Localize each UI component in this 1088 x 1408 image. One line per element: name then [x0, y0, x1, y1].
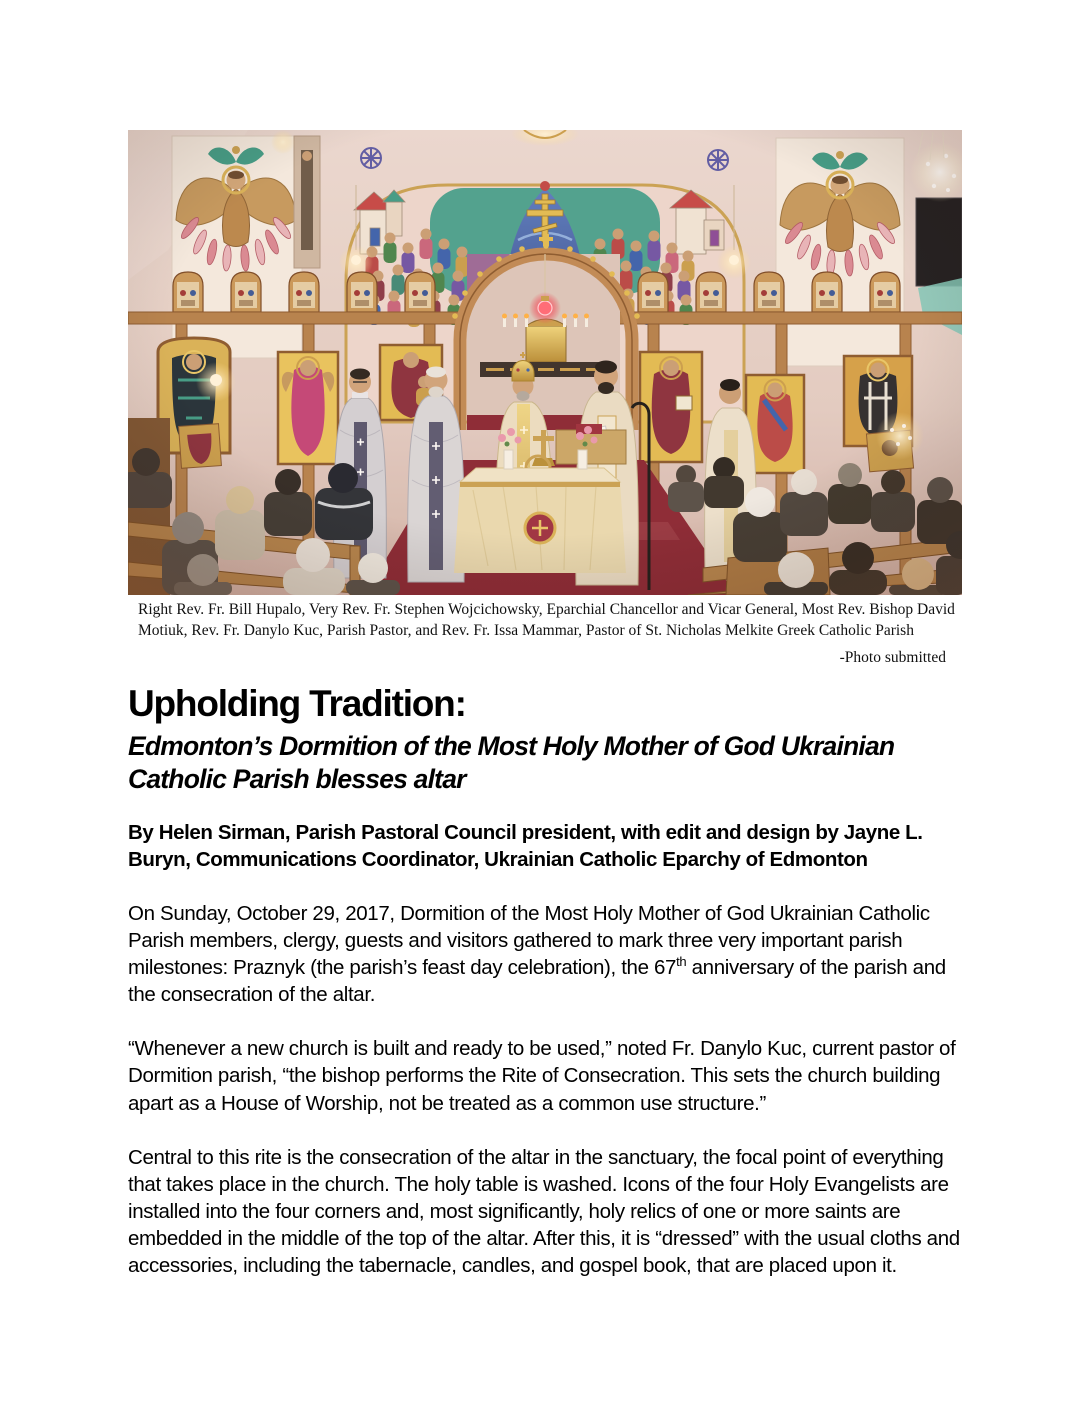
- article-title: Upholding Tradition:: [128, 682, 466, 724]
- paragraph-1-text: On Sunday, October 29, 2017, Dormition of the Most Holy Mother of God Ukrainian Catholic Parish members, clergy, guests and visitors gathered to mark three very important parish milestones: Praznyk (the parish’s feast day celebration), the 67: [128, 902, 930, 980]
- article-subtitle: Edmonton’s Dormition of the Most Holy Mother of God Ukrainian Catholic Parish blesses altar: [128, 730, 895, 794]
- photo-credit: -Photo submitted: [839, 648, 946, 666]
- paragraph-1-text-end: anniversary of the parish and the consecration of the altar.: [128, 956, 946, 1007]
- article-byline: By Helen Sirman, Parish Pastoral Council president, with edit and design by Jayne L. Buryn, Communications Coordinator, Ukrainian Catholic Eparchy of Edmonton: [128, 820, 923, 871]
- ordinal-superscript: th: [676, 954, 687, 970]
- photo-caption: Right Rev. Fr. Bill Hupalo, Very Rev. Fr. Stephen Wojcichowsky, Eparchial Chancellor and Vicar General, Most Rev. Bishop David Motiuk, Rev. Fr. Danylo Kuc, Parish Pastor, and Rev. Fr. Issa Mammar, Pastor of St. Nicholas Melkite Greek Catholic Parish: [138, 601, 955, 639]
- paragraph-2: “Whenever a new church is built and ready to be used,” noted Fr. Danylo Kuc, current pastor of Dormition parish, “the bishop performs the Rite of Consecration. This sets the church building apart as a House of Worship, not be treated as a common use structure.”: [128, 1037, 956, 1115]
- paragraph-3: Central to this rite is the consecration of the altar in the sanctuary, the focal point of everything that takes place in the church. The holy table is washed. Icons of the four Holy Evangelists are installed into the four corners and, most significantly, holy relics of one or more saints are embedded in the middle of the top of the altar. After this, it is “dressed” with the usual cloths and accessories, including the tabernacle, candles, and gospel book, that are placed upon it.: [128, 1145, 960, 1277]
- paragraph-1: [128, 900, 962, 1008]
- article-photo: [128, 130, 962, 595]
- article-column: [128, 130, 962, 1279]
- church-interior-illustration: [128, 130, 962, 595]
